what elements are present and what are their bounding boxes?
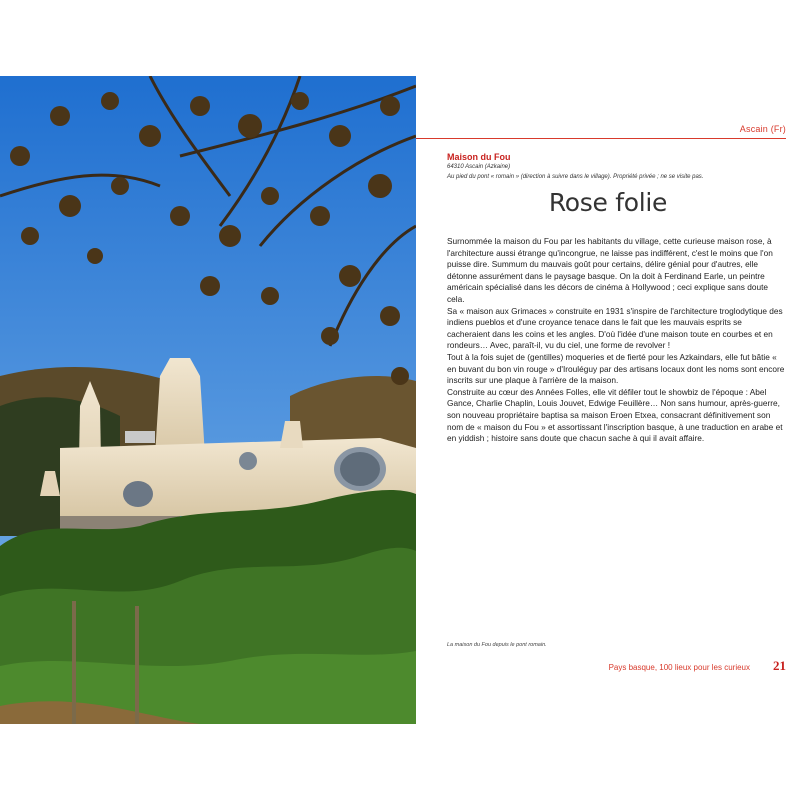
article-body <box>447 236 787 445</box>
header-rule <box>416 138 786 139</box>
section-rubric: Ascain (Fr) <box>739 124 786 134</box>
paragraph: Sa « maison aux Grimaces » construite en 1931 s'inspire de l'architecture troglodytique des indiens pueblos et d'une croyance tenace dans le fait que les mauvais esprits se cacheraient dans les coins et les angles. D'où l'idée d'une maison toute en courbes et en rondeurs… Avec, paraît-il, vu du ciel, une forme de revolver ! <box>447 305 783 351</box>
text-page <box>416 76 800 724</box>
place-directions: Au pied du pont « romain » (direction à suivre dans le village). Propriété privée ; ne se visite pas. <box>447 174 704 180</box>
place-address: 64310 Ascain (Azkaine) <box>447 164 511 170</box>
book-spread <box>0 76 800 724</box>
house-photo <box>0 76 416 724</box>
article-title: Rose folie <box>548 188 668 217</box>
book-title: Pays basque, 100 lieux pour les curieux <box>608 663 750 672</box>
page-number: 21 <box>773 658 786 673</box>
paragraph: Surnommée la maison du Fou par les habitants du village, cette curieuse maison rose, à l'architecture aussi étrange qu'incongrue, ne laisse pas indifférent, c'est le moins que l'on puisse dire. Summum du mauvais goût pour certains, délire génial pour d'autres, elle détonne assurément dans le paysage basque. On la doit à Ferdinand Earle, un peintre américain spécialisé dans les décors de cinéma à Hollywood ; ceci explique sans doute cela. <box>447 236 773 304</box>
place-name: Maison du Fou <box>447 152 511 162</box>
paragraph: Construite au cœur des Années Folles, elle vit défiler tout le showbiz de l'époque : Abel Gance, Charlie Chaplin, Louis Jouvet, Edwige Feuillère… Non sans humour, après-guerre, son nouveau propriétaire baptisa sa maison Eroen Etxea, consacrant définitivement son nom de « maison du Fou » et assortissant l'inscription basque, à une traduction en arabe et en yiddish ; histoire sans doute que chacun sache à qui il avait affaire. <box>447 386 783 444</box>
house-photo-illustration <box>0 76 416 724</box>
photo-caption: La maison du Fou depuis le pont romain. <box>447 642 547 648</box>
paragraph: Tout à la fois sujet de (gentilles) moqueries et de fierté pour les Azkaindars, elle fut bâtie « en buvant du bon vin rouge » d'Irouléguy par des artisans locaux dont les noms sont encore inscrits sur une plaque à l'arrière de la maison. <box>447 351 785 386</box>
